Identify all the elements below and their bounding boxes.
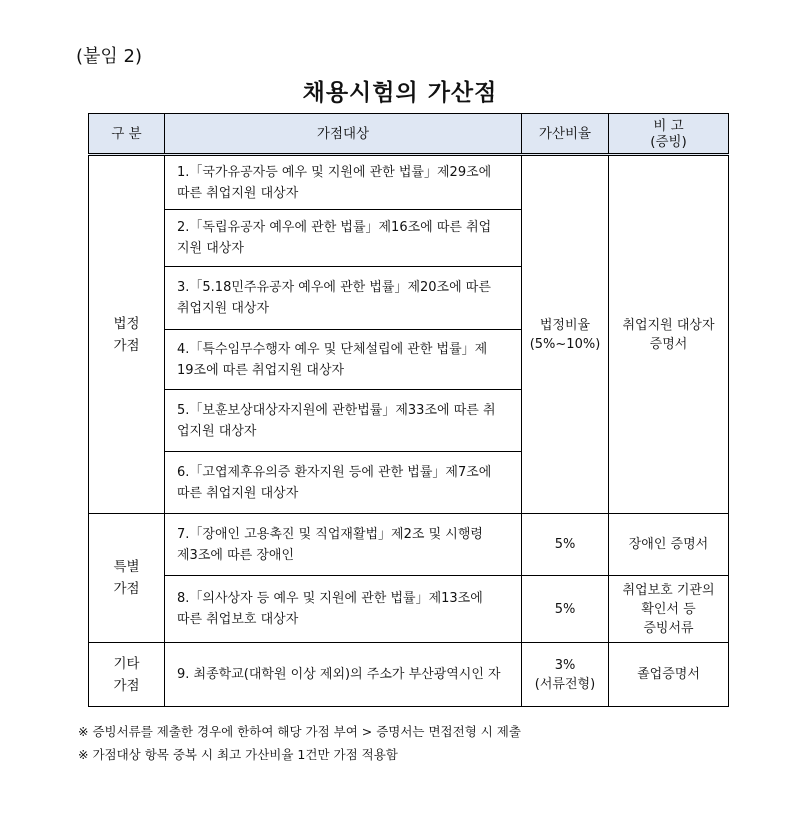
header-rate: 가산비율 xyxy=(522,114,609,155)
rate-line2: (5%~10%) xyxy=(529,336,601,352)
header-row xyxy=(89,114,729,155)
item-line1: 3.「5.18민주유공자 예우에 관한 법률」제20조에 따른 xyxy=(177,280,491,295)
note-cell xyxy=(609,576,729,643)
item-line2: 지원 대상자 xyxy=(177,241,244,256)
rate-line2: (서류전형) xyxy=(534,676,596,692)
item-cell xyxy=(165,210,522,267)
item-cell xyxy=(165,452,522,514)
note-cell xyxy=(609,155,729,514)
item-cell xyxy=(165,330,522,390)
note-line1: 장애인 증명서 xyxy=(628,537,709,552)
item-cell xyxy=(165,155,522,210)
attachment-label: (붙임 2) xyxy=(76,46,142,67)
category-line2: 가점 xyxy=(113,677,140,694)
header-category: 구 분 xyxy=(89,114,165,155)
category-line2: 가점 xyxy=(113,337,140,354)
note-cell: 졸업증명서 xyxy=(609,643,729,707)
rate-line1: 법정비율 xyxy=(539,317,591,333)
rate-cell: 5% xyxy=(522,576,609,643)
table-row xyxy=(89,576,729,643)
note-line3: 증빙서류 xyxy=(643,620,694,636)
table-row xyxy=(89,514,729,576)
rate-cell xyxy=(522,643,609,707)
item-line2: 따른 취업지원 대상자 xyxy=(177,185,299,201)
note-cell xyxy=(609,514,729,576)
category-line2: 가점 xyxy=(113,581,140,597)
rate-line1: 3% xyxy=(554,657,576,673)
item-line2: 제3조에 따른 장애인 xyxy=(177,547,294,563)
header-note-line2: (증빙) xyxy=(650,133,687,150)
item-line1: 2.「독립유공자 예우에 관한 법률」제16조에 따른 취업 xyxy=(177,220,492,235)
note-line2: 증명서 xyxy=(649,336,688,352)
rate-cell: 5% xyxy=(522,514,609,576)
note-line1: 취업지원 대상자 xyxy=(622,317,715,333)
category-line1: 특별 xyxy=(113,559,140,575)
page-title: 채용시험의 가산점 xyxy=(302,80,498,106)
table-row xyxy=(89,643,729,707)
bonus-points-table xyxy=(88,113,729,707)
header-note xyxy=(609,114,729,155)
category-cell xyxy=(89,514,165,643)
table-row xyxy=(89,155,729,210)
item-line2: 19조에 따른 취업지원 대상자 xyxy=(177,362,345,378)
item-line1: 5.「보훈보상대상자지원에 관한법률」제33조에 따른 취 xyxy=(177,402,496,418)
item-line2: 업지원 대상자 xyxy=(177,423,257,439)
note-line1: 취업보호 기관의 xyxy=(622,582,715,598)
item-line1: 8.「의사상자 등 예우 및 지원에 관한 법률」제13조에 xyxy=(177,591,483,606)
category-cell xyxy=(89,643,165,707)
item-cell xyxy=(165,576,522,643)
footnote: ※ 증빙서류를 제출한 경우에 한하여 해당 가점 부여 > 증명서는 면접전형 시 제출 xyxy=(78,724,521,739)
item-line2: 따른 취업지원 대상자 xyxy=(177,485,299,501)
item-line1: 4.「특수임무수행자 예우 및 단체설립에 관한 법률」제 xyxy=(177,341,488,357)
item-cell xyxy=(165,390,522,452)
footnote: ※ 가점대상 항목 중복 시 최고 가산비율 1건만 가점 적용함 xyxy=(78,747,398,762)
category-cell xyxy=(89,155,165,514)
category-line1: 법정 xyxy=(113,315,140,332)
rate-cell xyxy=(522,155,609,514)
item-cell xyxy=(165,267,522,330)
item-line2: 따른 취업보호 대상자 xyxy=(177,612,299,627)
item-line2: 취업지원 대상자 xyxy=(177,301,270,316)
note-line2: 확인서 등 xyxy=(641,601,696,617)
category-line1: 기타 xyxy=(113,655,140,672)
header-target: 가점대상 xyxy=(165,114,522,155)
item-line1: 1.「국가유공자등 예우 및 지원에 관한 법률」제29조에 xyxy=(177,164,492,180)
item-cell xyxy=(165,514,522,576)
item-line1: 6.「고엽제후유의증 환자지원 등에 관한 법률」제7조에 xyxy=(177,464,492,480)
item-line1: 7.「장애인 고용촉진 및 직업재활법」제2조 및 시행령 xyxy=(177,526,483,542)
item-cell: 9. 최종학교(대학원 이상 제외)의 주소가 부산광역시인 자 xyxy=(165,643,522,707)
header-note-line1: 비 고 xyxy=(653,117,684,134)
